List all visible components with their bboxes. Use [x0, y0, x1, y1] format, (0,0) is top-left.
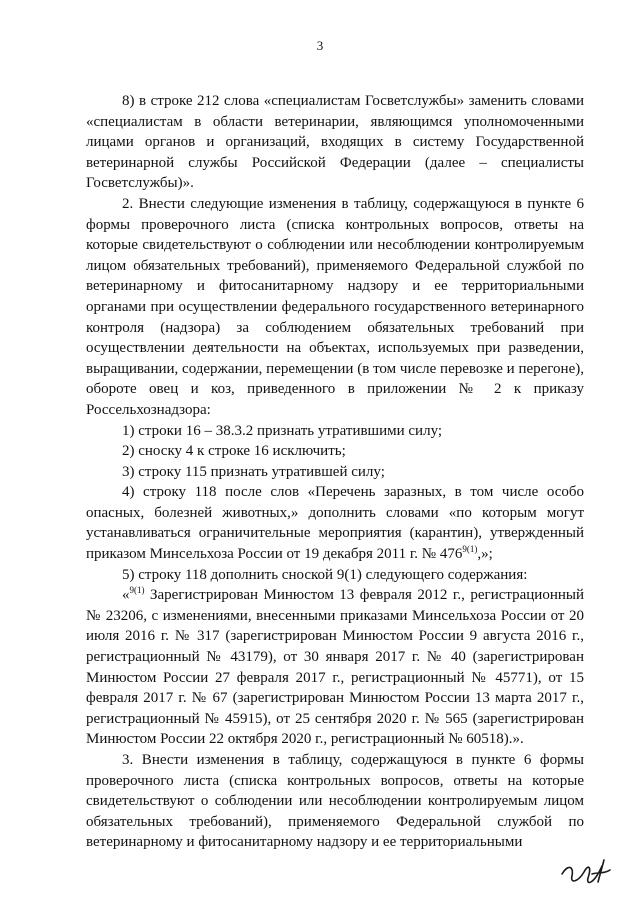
paragraph-2: 2. Внести следующие изменения в таблицу, содержащуюся в пункте 6 формы проверочного листа (списка контрольных вопросов, ответы на которые свидетельствуют о соблюдении или несоблюдении контролируемым лицом обязательных требований), применяемого Федеральной службой по ветеринарному и фитосанитарному надзору и ее территориальными органами при осуществлении федерального государственного ветеринарного контроля (надзора) за соблюдением обязательных требований при осуществлении деятельности на объектах, используемых при разведении, выращивании, содержании, перемещении (в том числе перевозке и перегоне), обороте овец и коз, приведенного в приложении № 2 к приказу Россельхознадзора:	[86, 195, 584, 418]
paragraph-8-text: Зарегистрирован Минюстом 13 февраля 2012 г., регистрационный № 23206, с изменениями, внесенными приказами Минсельхоза России от 20 июля 2016 г. № 317 (зарегистрирован Минюстом России 9 августа 2016 г., регистрационный № 43179), от 30 января 2017 г. № 40 (зарегистрирован Минюстом России 27 февраля 2017 г., регистрационный № 45771), от 15 февраля 2017 г. № 67 (зарегистрирован Минюстом России 13 марта 2017 г., регистрационный № 45915), от 25 сентября 2020 г. № 565 (зарегистрирован Минюстом России 22 октября 2020 г., регистрационный № 60518).».	[86, 587, 584, 748]
footnote-mark-9-1: 9(1)	[129, 585, 145, 596]
handwritten-initials	[558, 852, 614, 892]
paragraph-8-quote: «	[122, 587, 130, 604]
document-body	[86, 91, 584, 853]
paragraph-8	[86, 585, 584, 750]
paragraph-4: 2) сноску 4 к строке 16 исключить;	[122, 443, 346, 460]
paragraph-5: 3) строку 115 признать утратившей силу;	[122, 463, 385, 480]
paragraph-7: 5) строку 118 дополнить сноской 9(1) следующего содержания:	[122, 566, 528, 583]
footnote-ref-9-1: 9(1)	[462, 544, 478, 555]
paragraph-6	[86, 482, 584, 564]
page-number: 3	[316, 38, 324, 53]
paragraph-9: 3. Внести изменения в таблицу, содержащуюся в пункте 6 формы проверочного листа (списка контрольных вопросов, ответы на которые свидетельствуют о соблюдении или несоблюдении контролируемым лицом обязательных требований), применяемого Федеральной службой по ветеринарному и фитосанитарному надзору и ее территориальными	[86, 752, 584, 851]
paragraph-6-text: 4) строку 118 после слов «Перечень заразных, в том числе особо опасных, болезней животных,» дополнить словами «по которым могут устанавливаться ограничительные мероприятия (карантин), утвержденный приказом Минсельхоза России от 19 декабря 2011 г. № 476	[86, 484, 584, 563]
paragraph-6-tail: ,»;	[477, 546, 493, 563]
paragraph-1: 8) в строке 212 слова «специалистам Госветслужбы» заменить словами «специалистам в области ветеринарии, являющимся уполномоченными лицами органов и организаций, входящих в систему Государственной ветеринарной службы Российской Федерации (далее – специалисты Госветслужбы)».	[86, 93, 584, 192]
paragraph-3: 1) строки 16 – 38.3.2 признать утратившими силу;	[122, 422, 443, 439]
